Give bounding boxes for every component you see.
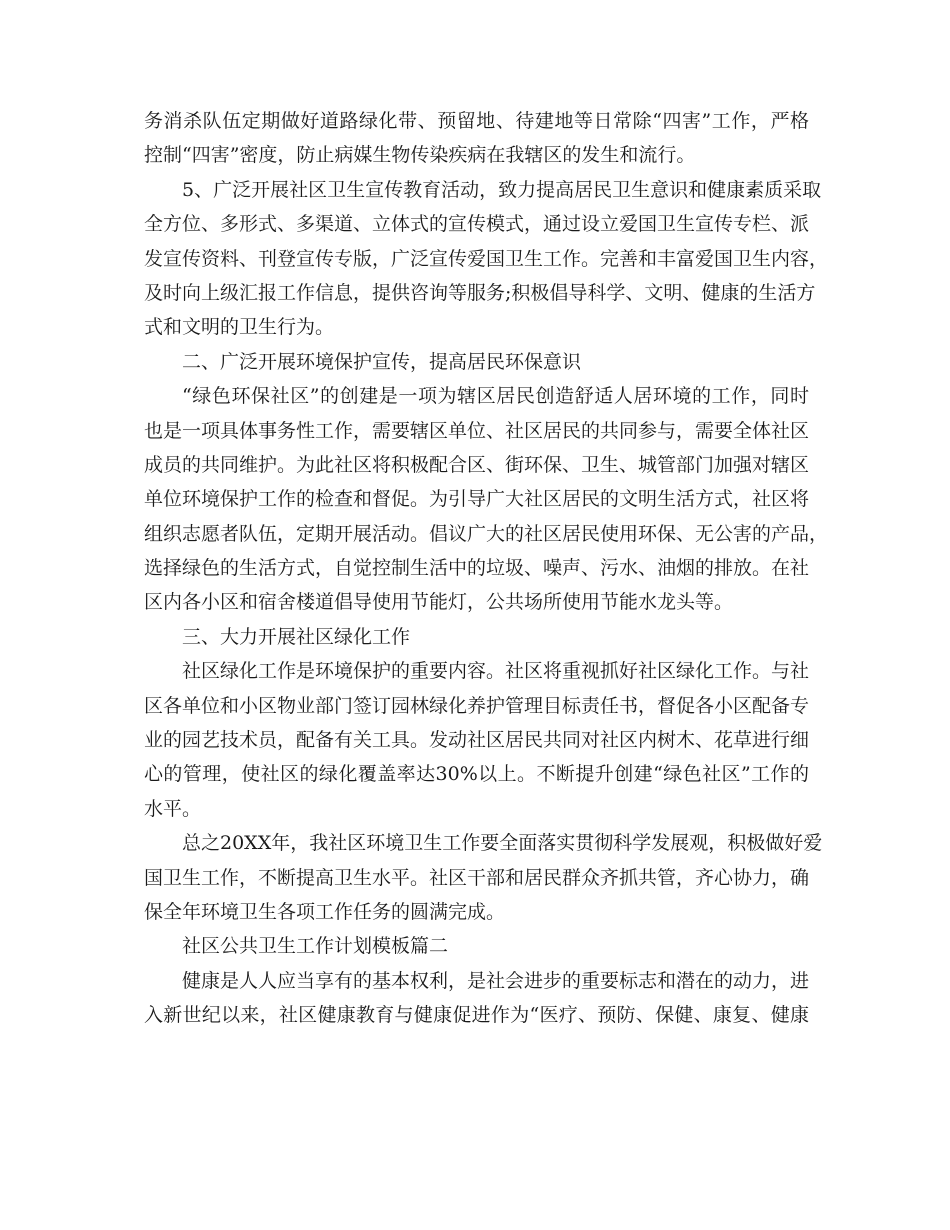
paragraph-start: “绿色环保社区”的创建是一项为辖区居民创造舒适人居环境的工作，同时	[182, 385, 809, 408]
paragraph-start: 总之20XX年，我社区环境卫生工作要全面落实贯彻科学发展观，积极做好爱	[182, 832, 823, 855]
text-line: 心的管理，使社区的绿化覆盖率达30%以上。不断提升创建“绿色社区”工作的	[144, 763, 809, 786]
text-line: 区各单位和小区物业部门签订园林绿化养护管理目标责任书，督促各小区配备专	[144, 694, 810, 717]
text-line: 也是一项具体事务性工作，需要辖区单位、社区居民的共同参与，需要全体社区	[144, 419, 810, 442]
text-line: 全方位、多形式、多渠道、立体式的宣传模式，通过设立爱国卫生宣传专栏、派	[144, 213, 810, 236]
text-line: 入新世纪以来，社区健康教育与健康促进作为“医疗、预防、保健、康复、健康	[144, 1004, 809, 1027]
section-heading-2: 二、广泛开展环境保护宣传，提高居民环保意识	[182, 350, 582, 373]
paragraph-item-5-start: 5、广泛开展社区卫生宣传教育活动，致力提高居民卫生意识和健康素质采取	[182, 178, 822, 201]
text-line: 选择绿色的生活方式，自觉控制生活中的垃圾、噪声、污水、油烟的排放。在社	[144, 557, 810, 580]
text-line: 区内各小区和宿舍楼道倡导使用节能灯，公共场所使用节能水龙头等。	[144, 591, 734, 614]
text-line: 务消杀队伍定期做好道路绿化带、预留地、待建地等日常除“四害”工作，严格	[144, 110, 809, 132]
text-line: 及时向上级汇报工作信息，提供咨询等服务;积极倡导科学、文明、健康的生活方	[144, 281, 816, 304]
article-heading: 社区公共卫生工作计划模板篇二	[182, 935, 449, 958]
text-line: 单位环境保护工作的检查和督促。为引导广大社区居民的文明生活方式，社区将	[144, 488, 810, 511]
text-line: 组织志愿者队伍，定期开展活动。倡议广大的社区居民使用环保、无公害的产品，	[144, 522, 829, 545]
text-line: 控制“四害”密度，防止病媒生物传染疾病在我辖区的发生和流行。	[144, 144, 696, 167]
document-body	[144, 104, 829, 1033]
text-line: 发宣传资料、刊登宣传专版，广泛宣传爱国卫生工作。完善和丰富爱国卫生内容，	[144, 247, 829, 270]
paragraph-start: 健康是人人应当享有的基本权利，是社会进步的重要标志和潜在的动力，进	[182, 969, 810, 992]
text-line: 式和文明的卫生行为。	[144, 316, 335, 339]
text-line: 国卫生工作，不断提高卫生水平。社区干部和居民群众齐抓共管，齐心协力，确	[144, 866, 810, 889]
text-line: 保全年环境卫生各项工作任务的圆满完成。	[144, 900, 506, 923]
text-line: 成员的共同维护。为此社区将积极配合区、街环保、卫生、城管部门加强对辖区	[144, 453, 810, 476]
section-heading-3: 三、大力开展社区绿化工作	[182, 625, 411, 648]
text-line: 业的园艺技术员，配备有关工具。发动社区居民共同对社区内树木、花草进行细	[144, 729, 810, 752]
text-line: 水平。	[144, 797, 202, 820]
paragraph-start: 社区绿化工作是环境保护的重要内容。社区将重视抓好社区绿化工作。与社	[182, 660, 810, 683]
